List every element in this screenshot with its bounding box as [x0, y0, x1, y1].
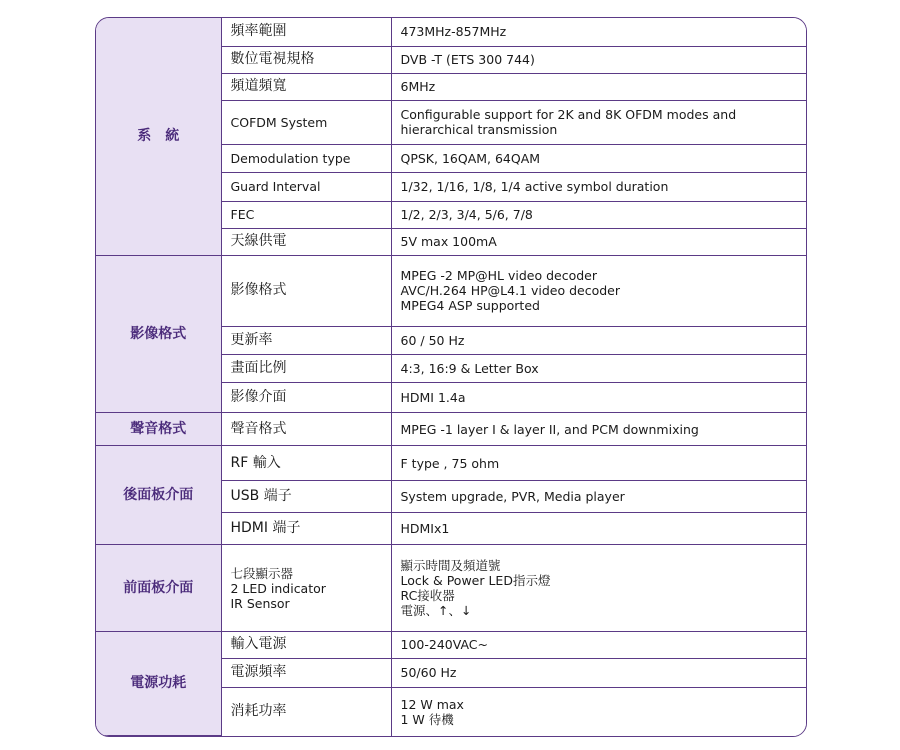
spec-item-label: COFDM System — [221, 100, 391, 144]
spec-item-label: 聲音格式 — [221, 413, 391, 446]
spec-item-label: 電源頻率 — [221, 658, 391, 687]
spec-item-label: 輸入電源 — [221, 631, 391, 658]
spec-item-label: 頻道頻寬 — [221, 73, 391, 100]
spec-item-value: Configurable support for 2K and 8K OFDM modes and hierarchical transmission — [391, 100, 806, 144]
spec-item-label: 消耗功率 — [221, 687, 391, 735]
spec-item-label: HDMI 端子 — [221, 513, 391, 545]
spec-item-label: 畫面比例 — [221, 355, 391, 383]
spec-item-value: System upgrade, PVR, Media player — [391, 481, 806, 513]
spec-row — [96, 413, 806, 446]
spec-item-label: 影像格式 — [221, 255, 391, 326]
spec-item-value: 473MHz-857MHz — [391, 18, 806, 46]
spec-item-value: 1/32, 1/16, 1/8, 1/4 active symbol duration — [391, 172, 806, 201]
spec-row — [96, 446, 806, 481]
spec-table — [96, 18, 806, 736]
spec-row — [96, 545, 806, 631]
spec-item-value: MPEG -1 layer I & layer II, and PCM downmixing — [391, 413, 806, 446]
spec-item-label: 更新率 — [221, 327, 391, 355]
spec-item-value: 1/2, 2/3, 3/4, 5/6, 7/8 — [391, 201, 806, 228]
spec-item-label: 數位電視規格 — [221, 46, 391, 73]
spec-item-value: 12 W max 1 W 待機 — [391, 687, 806, 735]
category-video-format: 影像格式 — [96, 255, 221, 412]
spec-item-value: HDMIx1 — [391, 513, 806, 545]
spec-item-label: 影像介面 — [221, 383, 391, 413]
spec-item-value: QPSK, 16QAM, 64QAM — [391, 144, 806, 172]
category-audio-format: 聲音格式 — [96, 413, 221, 446]
spec-item-value: 顯示時間及頻道號 Lock & Power LED指示燈 RC接收器 電源、↑、↓ — [391, 545, 806, 631]
spec-item-label: 七段顯示器 2 LED indicator IR Sensor — [221, 545, 391, 631]
spec-item-value: MPEG -2 MP@HL video decoder AVC/H.264 HP@L4.1 video decoder MPEG4 ASP supported — [391, 255, 806, 326]
spec-item-value: HDMI 1.4a — [391, 383, 806, 413]
category-front-panel: 前面板介面 — [96, 545, 221, 631]
spec-item-label: 天線供電 — [221, 228, 391, 255]
spec-item-value: 100-240VAC~ — [391, 631, 806, 658]
spec-item-label: RF 輸入 — [221, 446, 391, 481]
spec-table-frame — [95, 17, 807, 737]
spec-item-label: FEC — [221, 201, 391, 228]
spec-item-value: 4:3, 16:9 & Letter Box — [391, 355, 806, 383]
spec-item-label: Guard Interval — [221, 172, 391, 201]
spec-item-value: DVB -T (ETS 300 744) — [391, 46, 806, 73]
spec-item-value: 5V max 100mA — [391, 228, 806, 255]
spec-item-value: 60 / 50 Hz — [391, 327, 806, 355]
spec-item-value: F type , 75 ohm — [391, 446, 806, 481]
spec-item-value: 6MHz — [391, 73, 806, 100]
spec-item-label: 頻率範圍 — [221, 18, 391, 46]
spec-row — [96, 631, 806, 658]
spec-row — [96, 18, 806, 46]
spec-row — [96, 255, 806, 326]
category-system: 系 統 — [96, 18, 221, 255]
category-power: 電源功耗 — [96, 631, 221, 735]
spec-item-label: USB 端子 — [221, 481, 391, 513]
category-rear-panel: 後面板介面 — [96, 446, 221, 545]
spec-item-label: Demodulation type — [221, 144, 391, 172]
spec-item-value: 50/60 Hz — [391, 658, 806, 687]
